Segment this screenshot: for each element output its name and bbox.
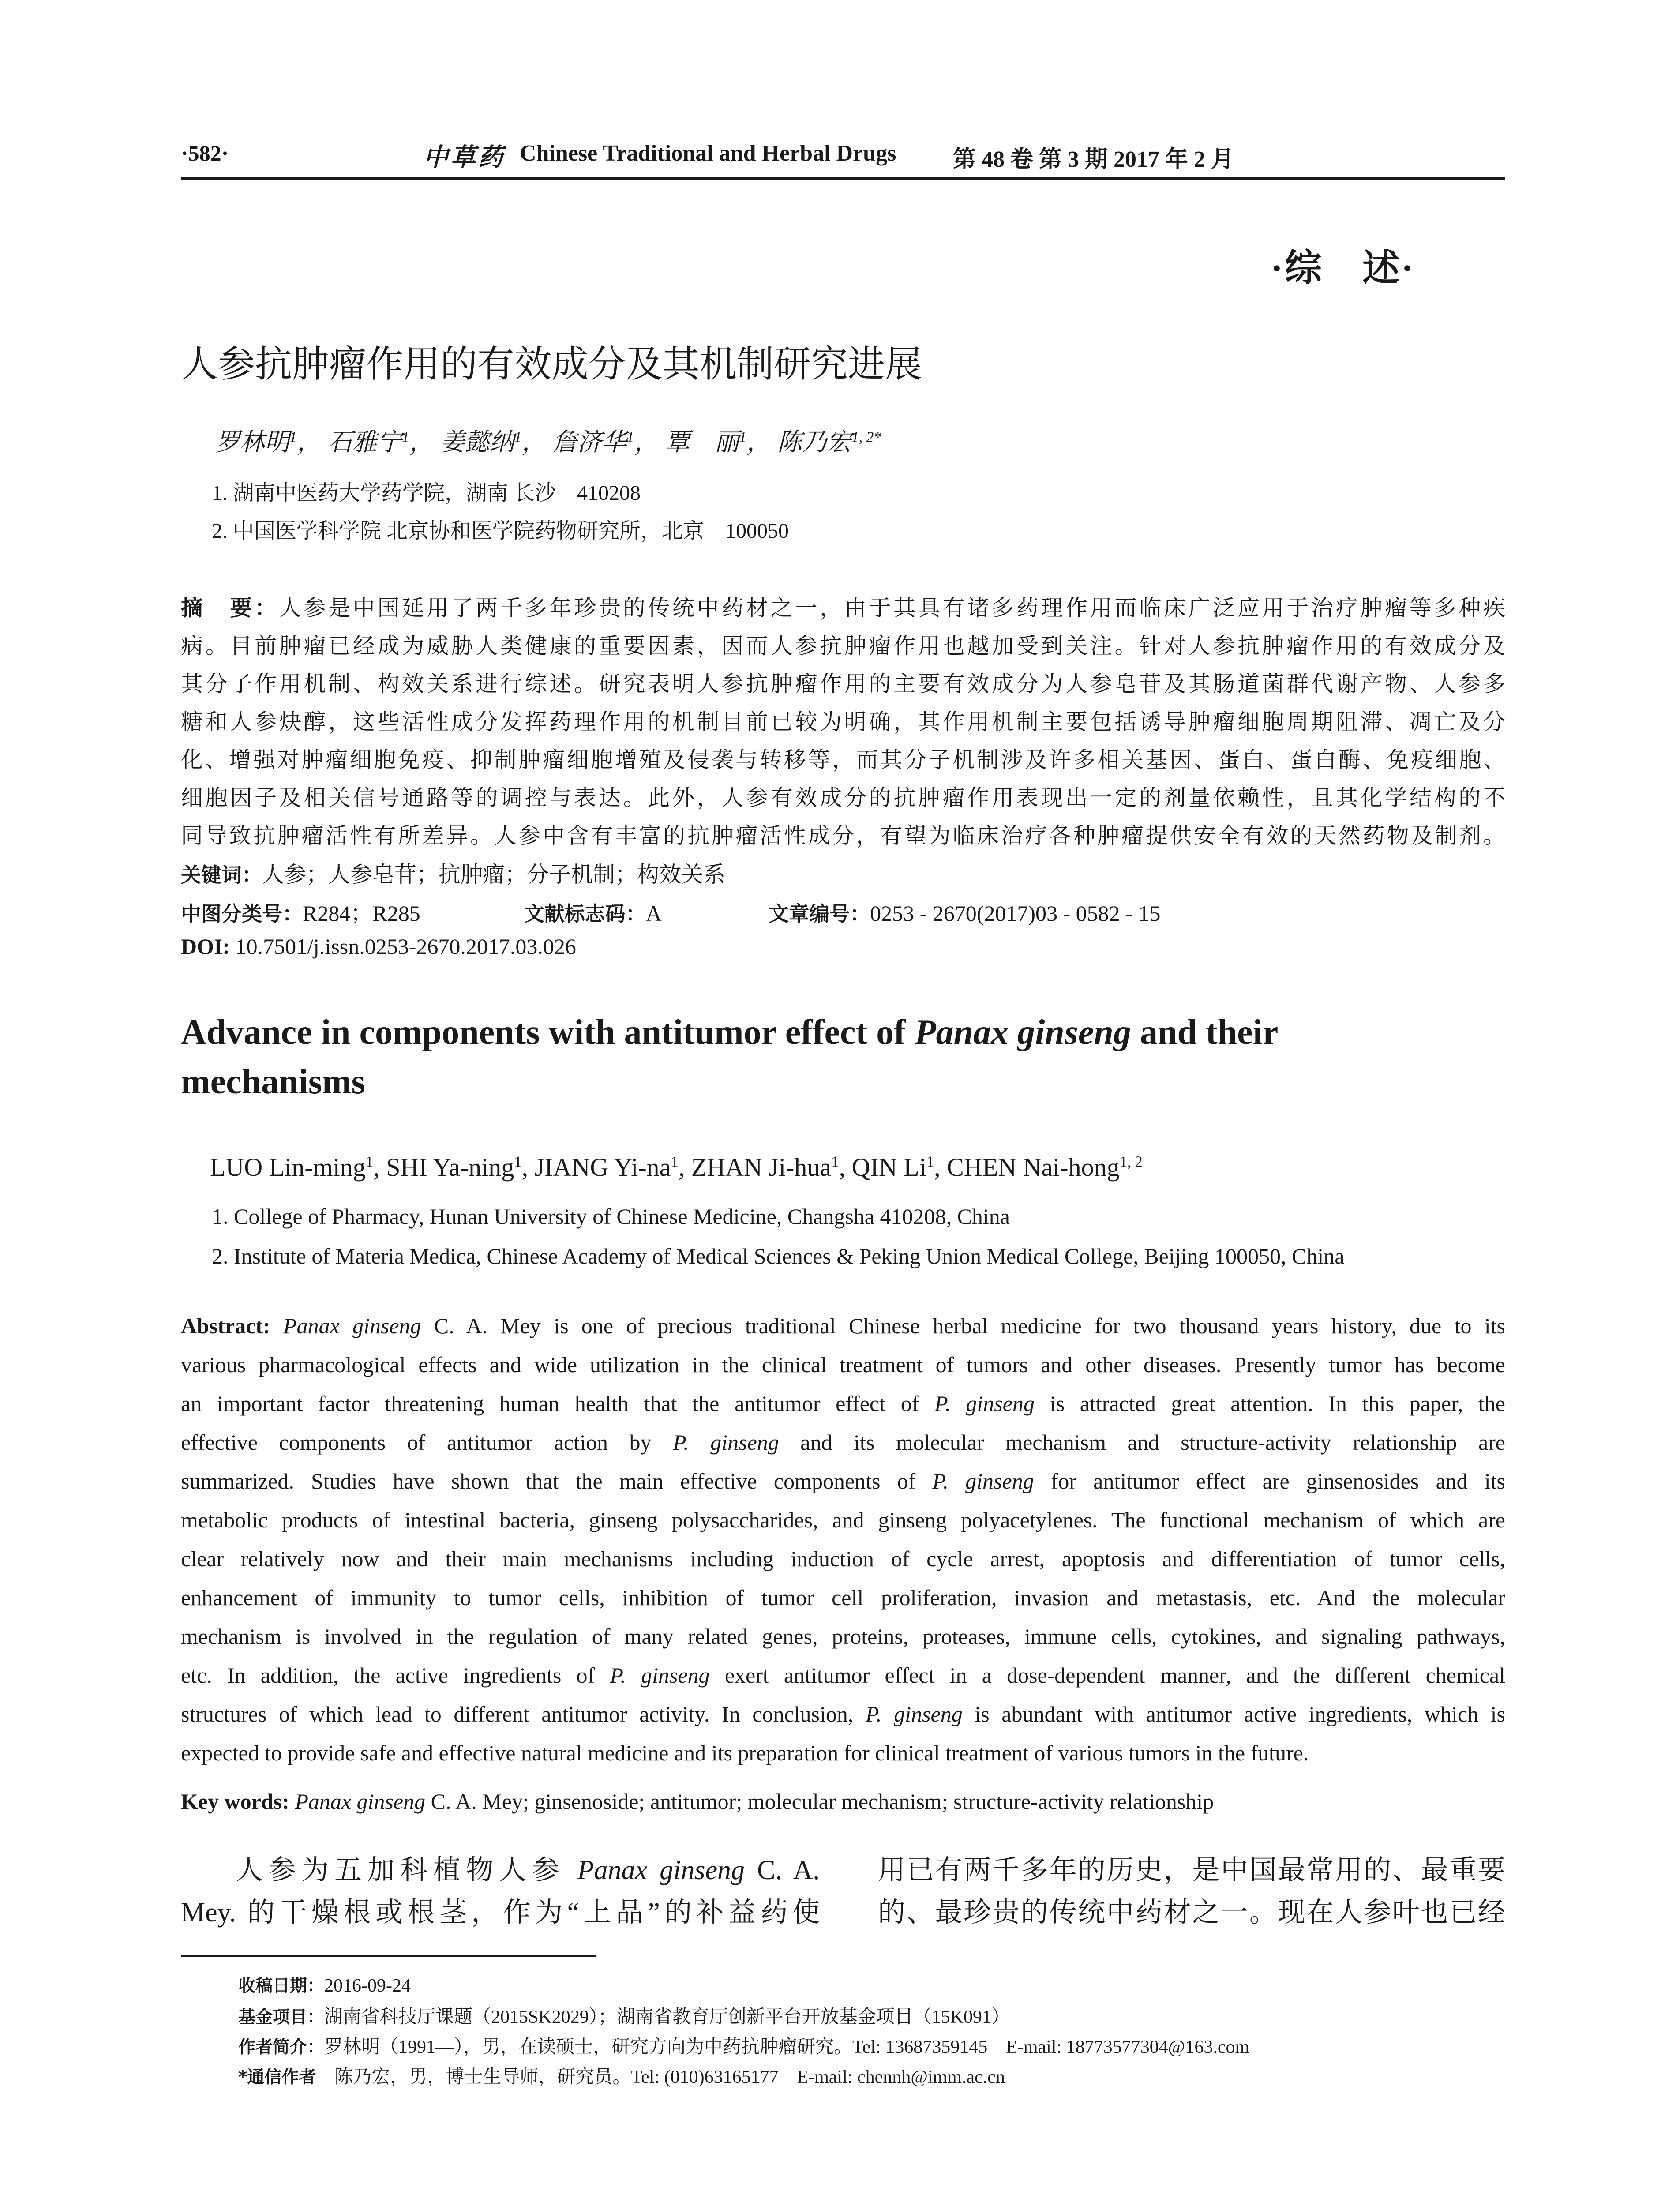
footnote-author-bio: 作者简介：罗林明（1991—），男，在读硕士，研究方向为中药抗肿瘤研究。Tel: 13687359145 E-mail: 18773577304@163.com: [238, 2037, 1250, 2057]
journal-title-en: Chinese Traditional and Herbal Drugs: [520, 141, 896, 166]
abstract-en-line: various pharmacological effects and wide utilization in the clinical treatment of tumors and other diseases. Presently tumor has become: [181, 1352, 1505, 1377]
abstract-cn-line: 病。目前肿瘤已经成为威胁人类健康的重要因素，因而人参抗肿瘤作用也越加受到关注。针对人参抗肿瘤作用的有效成分及: [181, 634, 1505, 658]
footnote-funding: 基金项目：湖南省科技厅课题（2015SK2029）；湖南省教育厅创新平台开放基金项目（15K091）: [238, 2007, 1010, 2027]
author-en: JIANG $Yi-na^1$: [534, 1153, 679, 1182]
abstract-cn-label: 摘 要：: [181, 596, 279, 620]
abstract-en-line: summarized. Studies have shown that the main effective components of P. ginseng for antitumor effect are ginsenosides and its: [181, 1469, 1505, 1493]
abstract-en-line: effective components of antitumor action by P. ginseng and its molecular mechanism and structure-activity relationship are: [181, 1430, 1505, 1455]
affiliation-cn-1: 1. 湖南中医药大学药学院，湖南 长沙 410208: [212, 481, 641, 505]
abstract-en-line: enhancement of immunity to tumor cells, inhibition of tumor cell proliferation, invasion and metastasis, etc. And the molecular: [181, 1585, 1505, 1610]
affiliation-en-1: 1. College of Pharmacy, Hunan University of Chinese Medicine, Changsha 410208, China: [212, 1204, 1010, 1229]
body-left-line-1: 人参为五加科植物人参 Panax ginseng C. A.: [236, 1855, 820, 1885]
author-en: CHEN Nai-hong$^{1, 2}$: [947, 1153, 1143, 1182]
author-cn: 陈乃宏$^{1, 2*}$: [777, 429, 881, 456]
abstract-en-label: Abstract:: [181, 1313, 270, 1338]
section-tag: ·综 述·: [1271, 248, 1416, 289]
abstract-en-line: mechanism is involved in the regulation of many related genes, proteins, proteases, immune cells, cytokines, and signaling pathways,: [181, 1624, 1505, 1649]
abstract-en-line: structures of which lead to different antitumor activity. In conclusion, P. ginseng is abundant with antitumor active ingredients, which is: [181, 1702, 1506, 1726]
author-en: ZHAN Ji-hua$^1$: [691, 1153, 839, 1182]
body-right-line-1: 用已有两千多年的历史，是中国最常用的、最重要: [878, 1855, 1505, 1885]
author-cn: 罗林明$^1$: [215, 429, 297, 456]
affiliation-en-2: 2. Institute of Materia Medica, Chinese Academy of Medical Sciences & Peking Union Medical College, Beijing 100050, China: [212, 1244, 1345, 1268]
abstract-cn-line: 同导致抗肿瘤活性有所差异。人参中含有丰富的抗肿瘤活性成分，有望为临床治疗各种肿瘤提供安全有效的天然药物及制剂。: [181, 823, 1505, 848]
keywords-en: Key words: Panax ginseng C. A. Mey; ginsenoside; antitumor; molecular mechanism; structure-activity relationship: [181, 1789, 1214, 1814]
abstract-cn-line: 摘 要：人参是中国延用了两千多年珍贵的传统中药材之一，由于其具有诸多药理作用而临床广泛应用于治疗肿瘤等多种疾: [181, 596, 1506, 620]
header-rule: [181, 177, 1505, 180]
keywords-cn-label: 关键词：: [181, 863, 262, 887]
title-en: Advance in components with antitumor effect of Panax ginseng and their mechanisms: [181, 1013, 1279, 1101]
abstract-en-line: metabolic products of intestinal bacteria, ginseng polysaccharides, and ginseng polyacetylenes. The functional mechanism of which are: [181, 1508, 1505, 1532]
body-right-line-2: 的、最珍贵的传统中药材之一。现在人参叶也已经: [878, 1898, 1505, 1928]
body-left-line-2: Mey. 的干燥根或根茎，作为“上品”的补益药使: [181, 1898, 820, 1928]
abstract-en-line: clear relatively now and their main mechanisms including induction of cycle arrest, apoptosis and differentiation of tumor cells,: [181, 1546, 1505, 1571]
journal-logo: 中草药: [424, 144, 506, 171]
author-cn: 覃 丽$^1$: [665, 429, 746, 456]
abstract-en-line: etc. In addition, the active ingredients of P. ginseng exert antitumor effect in a dose-dependent manner, and the different chemical: [181, 1663, 1506, 1688]
author-en: QIN Li$^1$: [851, 1153, 934, 1182]
abstract-en-line: an important factor threatening human health that the antitumor effect of P. ginseng is attracted great attention. In this paper, the: [181, 1391, 1505, 1416]
abstract-en-line: expected to provide safe and effective natural medicine and its preparation for clinical treatment of various tumors in the future.: [181, 1741, 1309, 1765]
footnote-corresponding: *通信作者 陈乃宏，男，博士生导师，研究员。Tel: (010)63165177 E-mail: chennh@imm.ac.cn: [238, 2067, 1005, 2087]
affiliation-cn-2: 2. 中国医学科学院 北京协和医学院药物研究所，北京 100050: [212, 519, 789, 543]
author-cn: 詹济华$^1$: [552, 429, 634, 456]
author-en: LUO Lin-ming$^1$: [210, 1153, 374, 1182]
page-number: ·582·: [181, 141, 229, 165]
abstract-cn-line: 糖和人参炔醇，这些活性成分发挥药理作用的机制目前已较为明确，其作用机制主要包括诱导肿瘤细胞周期阻滞、凋亡及分: [181, 709, 1505, 734]
abstract-cn-line: 细胞因子及相关信号通路等的调控与表达。此外，人参有效成分的抗肿瘤作用表现出一定的剂量依赖性，且其化学结构的不: [181, 785, 1505, 810]
keywords-cn: 关键词：人参；人参皂苷；抗肿瘤；分子机制；构效关系: [181, 862, 725, 887]
abstract-cn-line: 化、增强对肿瘤细胞免疫、抑制肿瘤细胞增殖及侵袭与转移等，而其分子机制涉及许多相关基因、蛋白、蛋白酶、免疫细胞、: [181, 747, 1505, 772]
abstract-en-line: Abstract: Panax ginseng C. A. Mey is one of precious traditional Chinese herbal medicine for two thousand years history, due to its: [181, 1313, 1505, 1338]
authors-cn: 罗林明$^1$， 石雅宁$^1$， 姜懿纳$^1$， 詹济华$^1$， 覃 丽$^1$， 陈乃宏$^{1, 2*}$: [215, 429, 881, 456]
footnote-rule: [181, 1955, 596, 1957]
doi: DOI: 10.7501/j.issn.0253-2670.2017.03.026: [181, 934, 576, 959]
classification-line: 中图分类号：R284；R285 文献标志码：A 文章编号：0253 - 2670(2017)03 - 0582 - 15: [181, 901, 1161, 926]
author-en: SHI Ya-ning$^1$: [386, 1153, 522, 1182]
author-cn: 姜懿纳$^1$: [440, 429, 522, 456]
authors-en: LUO Lin-ming$^1$, SHI Ya-ning$^1$, JIANG $Yi-na^1$, ZHAN Ji-hua$^1$, QIN Li$^1$, CHEN Nai-hong$^{1, 2}$: [210, 1153, 1143, 1182]
issue-info: 第 48 卷 第 3 期 2017 年 2 月: [953, 147, 1234, 172]
footnote-received: 收稿日期：2016-09-24: [238, 1976, 411, 1996]
author-cn: 石雅宁$^1$: [327, 429, 409, 456]
title-cn: 人参抗肿瘤作用的有效成分及其机制研究进展: [181, 342, 922, 386]
keywords-en-label: Key words:: [181, 1789, 289, 1814]
abstract-cn-line: 其分子作用机制、构效关系进行综述。研究表明人参抗肿瘤作用的主要有效成分为人参皂苷及其肠道菌群代谢产物、人参多: [181, 672, 1505, 696]
